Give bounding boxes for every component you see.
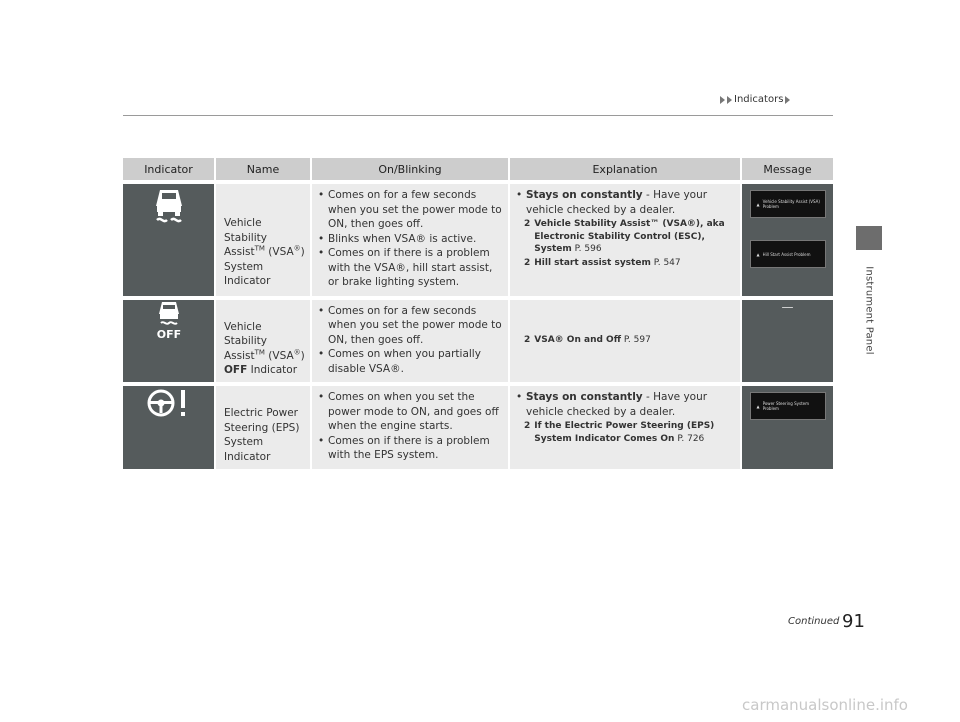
side-tab-label: Instrument Panel <box>863 265 875 355</box>
message-screen: ▲ Hill Start Assist Problem <box>750 240 826 268</box>
warning-icon: ▲ <box>756 201 760 207</box>
list-item: • Blinks when VSA® is active. <box>318 232 504 247</box>
table-row <box>123 182 833 298</box>
warning-icon: ▲ <box>756 251 760 257</box>
list-item: • Comes on when you set the power mode to ON, and goes off when the engine starts. <box>318 390 504 434</box>
triangle-icon <box>785 96 790 104</box>
list-item: • Comes on when you partially disable VSA®. <box>318 347 504 376</box>
indicator-cell <box>123 182 215 298</box>
list-item: • Stays on constantly - Have your vehicle checked by a dealer. <box>516 188 736 217</box>
explanation-cell <box>509 182 741 298</box>
cross-reference[interactable]: 2 Vehicle Stability Assist™ (VSA®), aka Electronic Stability Control (ESC), System P. 596 <box>524 219 725 254</box>
message-cell <box>741 384 833 471</box>
name-cell: Vehicle Stability Assist™ (VSA®) System Indicator <box>215 182 311 298</box>
reference-arrow-icon: 2 <box>524 257 531 268</box>
vsa-skid-icon <box>152 184 186 224</box>
warning-icon: ▲ <box>756 403 760 409</box>
message-cell <box>741 298 833 385</box>
reference-arrow-icon: 2 <box>524 335 531 345</box>
list-item: • Comes on for a few seconds when you set the power mode to ON, then goes off. <box>318 304 504 348</box>
col-header-on-blinking: On/Blinking <box>311 158 509 182</box>
vsa-off-icon <box>151 300 187 340</box>
header-rule <box>123 115 833 116</box>
steering-warning-icon <box>146 386 192 420</box>
message-screen: ▲ Vehicle Stability Assist (VSA) Problem <box>750 190 826 218</box>
col-header-indicator: Indicator <box>123 158 215 182</box>
no-message: — <box>781 299 794 314</box>
list-item: • Comes on if there is a problem with the EPS system. <box>318 434 504 463</box>
list-item: • Comes on if there is a problem with the VSA®, hill start assist, or brake lighting system. <box>318 246 504 290</box>
triangle-icon <box>727 96 732 104</box>
col-header-explanation: Explanation <box>509 158 741 182</box>
message-screen: ▲ Power Steering System Problem <box>750 392 826 420</box>
col-header-name: Name <box>215 158 311 182</box>
list-item: • Stays on constantly - Have your vehicle checked by a dealer. <box>516 390 736 419</box>
cross-reference[interactable]: 2 Hill start assist system P. 547 <box>524 257 681 268</box>
on-blinking-cell <box>311 384 509 471</box>
table-header-row <box>123 158 833 182</box>
indicator-cell <box>123 298 215 385</box>
table-row <box>123 298 833 385</box>
triangle-icon <box>720 96 725 104</box>
name-cell: Electric Power Steering (EPS) System Indicator <box>215 384 311 471</box>
reference-arrow-icon: 2 <box>524 421 531 431</box>
table-row <box>123 384 833 471</box>
on-blinking-cell <box>311 182 509 298</box>
continued-label: Continued <box>788 616 840 627</box>
on-blinking-cell <box>311 298 509 385</box>
breadcrumb <box>720 94 790 105</box>
side-tab <box>856 226 882 250</box>
svg-text:OFF: OFF <box>156 327 181 340</box>
indicator-cell <box>123 384 215 471</box>
explanation-cell <box>509 384 741 471</box>
name-cell: Vehicle Stability Assist™ (VSA®) OFF Indicator <box>215 298 311 385</box>
page-number: 91 <box>842 611 865 632</box>
indicator-table <box>123 158 833 473</box>
cross-reference[interactable]: 2 VSA® On and Off P. 597 <box>524 335 651 345</box>
cross-reference[interactable]: 2 If the Electric Power Steering (EPS) System Indicator Comes On P. 726 <box>524 421 715 444</box>
message-cell <box>741 182 833 298</box>
list-item: • Comes on for a few seconds when you set the power mode to ON, then goes off. <box>318 188 504 232</box>
breadcrumb-text: Indicators <box>734 94 784 105</box>
watermark: carmanualsonline.info <box>742 696 908 714</box>
reference-arrow-icon: 2 <box>524 219 531 229</box>
explanation-cell <box>509 298 741 385</box>
col-header-message: Message <box>741 158 833 182</box>
